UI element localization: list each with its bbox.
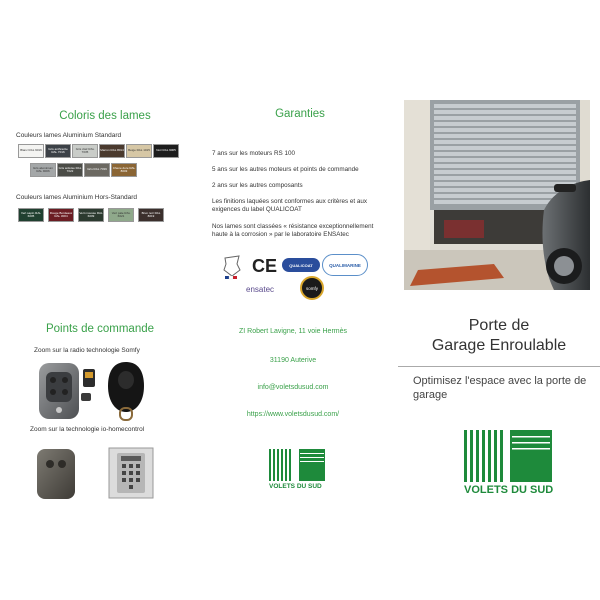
io-keypad	[108, 447, 154, 499]
city: 31190 Auterive	[269, 357, 317, 364]
ensatec-logo: ensatec	[246, 285, 275, 294]
standard-color-swatch: Blanc RAL 9016	[18, 144, 44, 158]
qualicoat-text: QUALICOAT	[289, 262, 313, 268]
hors-standard-color-swatch: Brun noir RAL 8019	[138, 208, 164, 222]
standard-color-swatch: Chene dore RAL 8003	[111, 163, 137, 177]
hors-standard-color-swatch: Vert pale RAL 6021	[108, 208, 134, 222]
brand-word2-small: DU SUD	[296, 483, 322, 490]
brand-word1-small: VOLETS	[269, 483, 296, 490]
io-remote	[36, 448, 76, 500]
somfy-badge-text: somfy	[305, 285, 318, 291]
website-link[interactable]: https://www.voletsdusud.com/	[246, 411, 340, 418]
hors-standard-colors-label: Couleurs lames Aluminium Hors-Standard	[16, 194, 138, 201]
garanties-title: Garanties	[275, 108, 325, 120]
garantie-line-4: Les finitions laquées sont conformes aux critères et aux exigences du label QUALICOAT	[212, 198, 368, 213]
brand-logo-small-bars	[269, 449, 325, 481]
standard-colors-label: Couleurs lames Aluminium Standard	[16, 132, 122, 139]
standard-color-swatch: Gris ardoise RAL 7022	[57, 163, 83, 177]
ce-logo: CE	[252, 256, 278, 276]
brand-logo-large-bars	[464, 430, 552, 482]
brand-word2-large: DU SUD	[511, 484, 554, 496]
zoom-somfy-label: Zoom sur la radio technologie Somfy	[34, 347, 140, 354]
qualicoat-logo	[282, 258, 320, 272]
somfy-keyfob	[106, 360, 146, 422]
garage-door-photo	[404, 100, 590, 290]
commandes-title: Points de commande	[45, 323, 155, 335]
somfy-remote-grey	[38, 362, 80, 420]
hors-standard-color-swatch: Rouge Bordeaux RAL 3004	[48, 208, 74, 222]
standard-color-swatch: Gris RAL 7039	[84, 163, 110, 177]
email-link[interactable]: info@voletsdusud.com	[257, 384, 329, 391]
cover-title	[398, 316, 600, 356]
brand-name-large	[464, 484, 553, 496]
cover-title-line2: Garage Enroulable	[431, 337, 567, 354]
brand-name-small	[269, 483, 322, 490]
standard-color-swatch: Beige RAL 1015	[126, 144, 152, 158]
cover-subtitle: Optimisez l'espace avec la porte de garage	[413, 375, 587, 401]
somfy-sensor-small	[80, 392, 92, 402]
coloris-title: Coloris des lames	[59, 110, 151, 122]
hors-standard-color-swatch: Vert mousse RAL 6009	[78, 208, 104, 222]
address: ZI Robert Lavigne, 11 voie Hermès	[238, 328, 348, 335]
brand-word1-large: VOLETS	[464, 484, 509, 496]
standard-color-swatch: Marron RAL 8014	[99, 144, 125, 158]
standard-color-swatch: Gris aluminium RAL 9006	[30, 163, 56, 177]
somfy-badge	[300, 276, 324, 300]
garantie-line-2: 5 ans sur les autres moteurs et points de commande	[212, 166, 359, 173]
garantie-line-3: 2 ans sur les autres composants	[212, 182, 303, 189]
standard-color-swatch: Gris anthracite RAL 7016	[45, 144, 71, 158]
qualimarine-text: QUALIMARINE	[329, 262, 361, 268]
garantie-line-5: Nos lames sont classées « résistance exceptionnellement haute à la corrosion » par le laboratoire ENSAtec	[212, 223, 374, 238]
title-divider	[398, 366, 600, 367]
standard-color-swatch: Gris clair RAL 7035	[72, 144, 98, 158]
hors-standard-color-swatch: Vert sapin RAL 6005	[18, 208, 44, 222]
cover-title-line1: Porte de	[468, 317, 530, 334]
standard-color-swatch: Noir RAL 9005	[153, 144, 179, 158]
qualimarine-logo	[322, 254, 368, 276]
zoom-io-label: Zoom sur la technologie io-homecontrol	[30, 426, 145, 433]
garantie-line-1: 7 ans sur les moteurs RS 100	[212, 150, 295, 157]
france-label-icon	[222, 254, 242, 280]
somfy-sensor	[82, 368, 96, 388]
